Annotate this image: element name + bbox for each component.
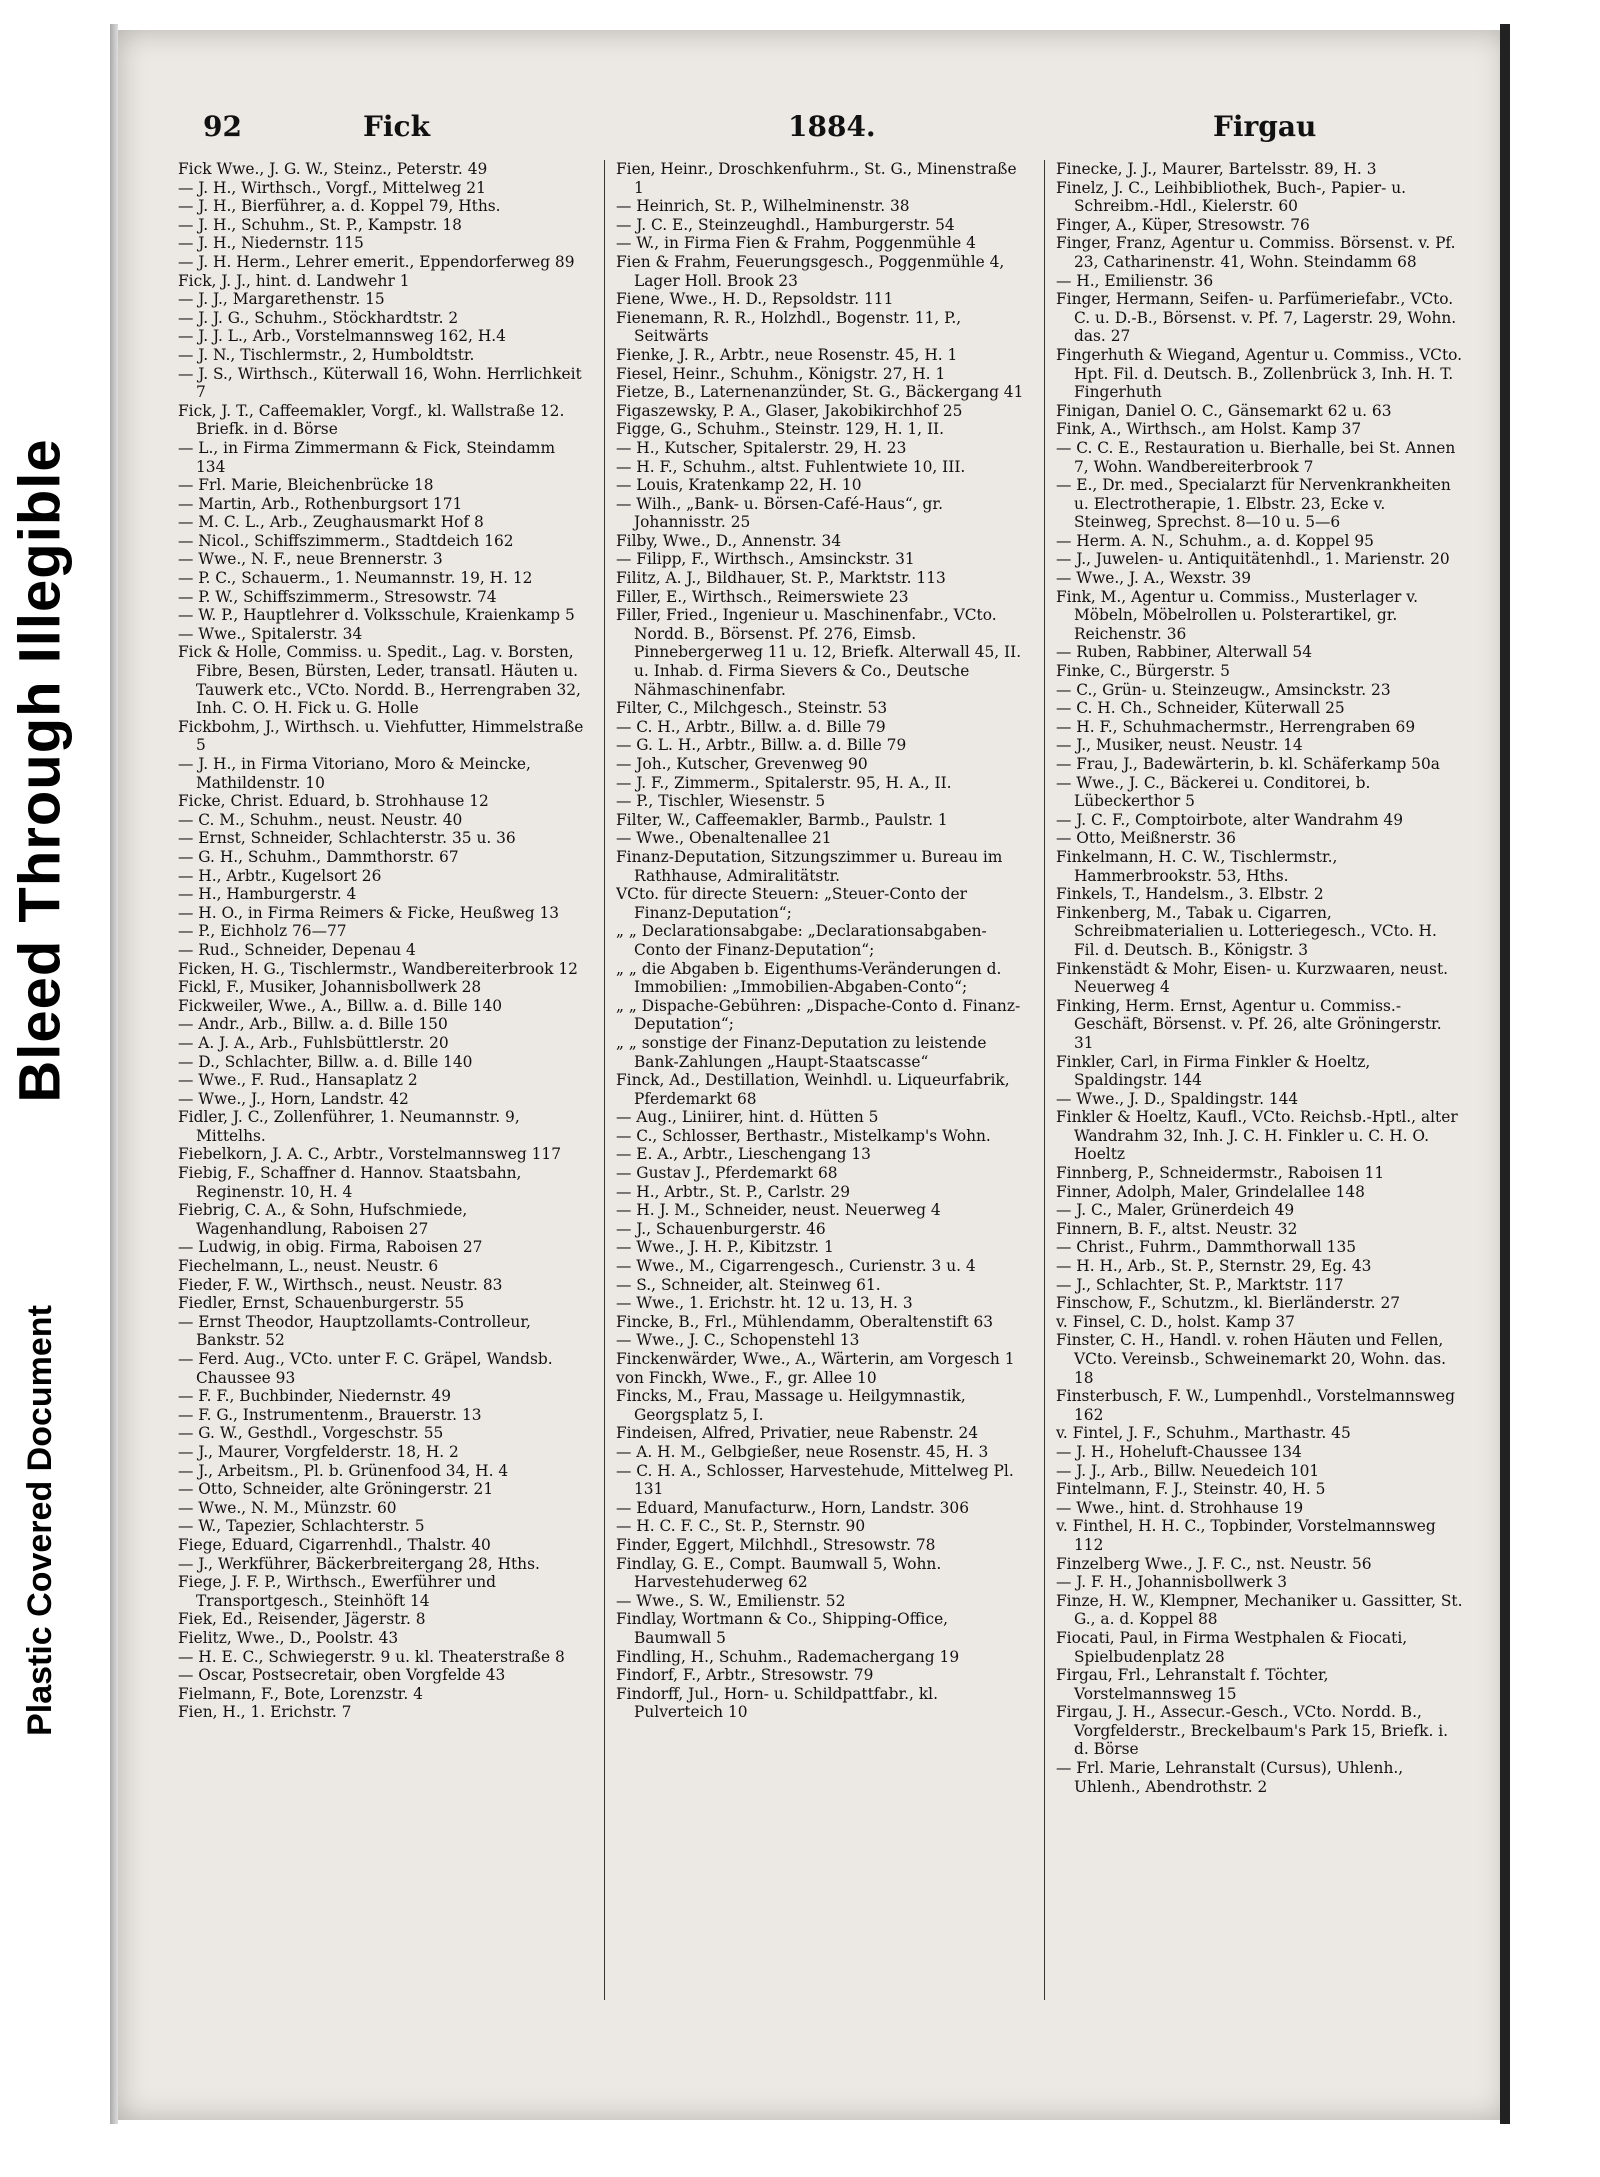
directory-entry: — Wwe., N. F., neue Brennerstr. 3 — [178, 550, 443, 569]
directory-entry: — J. C., Maler, Grünerdeich 49 — [1056, 1201, 1295, 1220]
directory-entry: Fiene, Wwe., H. D., Repsoldstr. 111 — [616, 290, 894, 309]
directory-entry: — C. H. A., Schlosser, Harvestehude, Mittelweg Pl. 131 — [616, 1461, 1014, 1499]
directory-entry: v. Finsel, C. D., holst. Kamp 37 — [1056, 1312, 1295, 1331]
directory-entry: Finkler, Carl, in Firma Finkler & Hoeltz, Spaldingstr. 144 — [1056, 1052, 1371, 1090]
directory-entry: — W. P., Hauptlehrer d. Volksschule, Kraienkamp 5 — [178, 606, 575, 625]
directory-entry: — J. H. Herm., Lehrer emerit., Eppendorferweg 89 — [178, 252, 575, 271]
directory-entry: — J., Schauenburgerstr. 46 — [616, 1219, 826, 1238]
directory-entry: — Wwe., S. W., Emilienstr. 52 — [616, 1591, 846, 1610]
directory-entry: — J. H., in Firma Vitoriano, Moro & Meincke, Mathildenstr. 10 — [178, 755, 531, 792]
directory-entry: Finckenwärder, Wwe., A., Wärterin, am Vorgesch 1 — [616, 1350, 1015, 1368]
directory-entry: — Gustav J., Pferdemarkt 68 — [616, 1164, 838, 1183]
directory-entry: Findorff, Jul., Horn- u. Schildpattfabr., kl. Pulverteich 10 — [616, 1684, 938, 1722]
directory-entry: Filter, C., Milchgesch., Steinstr. 53 — [616, 699, 888, 718]
directory-entry: — C. H. Ch., Schneider, Küterwall 25 — [1056, 699, 1345, 718]
directory-entry: Finking, Herm. Ernst, Agentur u. Commiss.-Geschäft, Börsenst. v. Pf. 26, alte Gröningerstr. 31 — [1056, 996, 1442, 1052]
directory-entry: — Filipp, F., Wirthsch., Amsinckstr. 31 — [616, 550, 915, 569]
directory-entry: — Rud., Schneider, Depenau 4 — [178, 940, 416, 959]
directory-entry: — Joh., Kutscher, Grevenweg 90 — [616, 755, 868, 773]
directory-entry: — P., Tischler, Wiesenstr. 5 — [616, 792, 826, 811]
directory-entry: — S., Schneider, alt. Steinweg 61. — [616, 1275, 881, 1294]
directory-entry: — Martin, Arb., Rothenburgsort 171 — [178, 494, 463, 513]
directory-entry: — Wwe., J. D., Spaldingstr. 144 — [1056, 1089, 1299, 1108]
directory-entry: Fick Wwe., J. G. W., Steinz., Peterstr. 49 — [178, 160, 488, 178]
directory-entry: — Otto, Schneider, alte Gröningerstr. 21 — [178, 1480, 494, 1499]
directory-entry: — Wwe., N. M., Münzstr. 60 — [178, 1498, 397, 1517]
directory-entry: Fickbohm, J., Wirthsch. u. Viehfutter, Himmelstraße 5 — [178, 717, 584, 755]
directory-entry: — H. F., Schuhm., altst. Fuhlentwiete 10, III. — [616, 457, 966, 476]
directory-entry: — C., Schlosser, Berthastr., Mistelkamp's Wohn. — [616, 1126, 991, 1145]
column-3 — [1056, 160, 1466, 1796]
directory-entry: Finkelmann, H. C. W., Tischlermstr., Hammerbrookstr. 53, Hths. — [1056, 847, 1338, 885]
directory-entry: Fincks, M., Frau, Massage u. Heilgymnastik, Georgsplatz 5, I. — [616, 1387, 966, 1424]
directory-entry: — L., in Firma Zimmermann & Fick, Steindamm 134 — [178, 438, 556, 476]
directory-entry: Filter, W., Caffeemakler, Barmb., Paulstr. 1 — [616, 810, 948, 829]
year: 1884. — [788, 110, 876, 143]
plastic-covered-label-text: Plastic Covered Document — [20, 1304, 59, 1736]
plastic-covered-label — [0, 1210, 80, 1830]
directory-entry: — Otto, Meißnerstr. 36 — [1056, 829, 1236, 848]
directory-entry: v. Fintel, J. F., Schuhm., Marthastr. 45 — [1056, 1424, 1351, 1443]
directory-entry: — Ferd. Aug., VCto. unter F. C. Gräpel, Wandsb. Chaussee 93 — [178, 1350, 553, 1387]
directory-entry: Fickweiler, Wwe., A., Billw. a. d. Bille 140 — [178, 996, 503, 1015]
directory-entry: — Ernst Theodor, Hauptzollamts-Controlleur, Bankstr. 52 — [178, 1312, 531, 1350]
directory-entry: — J. F., Zimmerm., Spitalerstr. 95, H. A., II. — [616, 773, 952, 792]
directory-entry: Fiebig, F., Schaffner d. Hannov. Staatsbahn, Reginenstr. 10, H. 4 — [178, 1164, 522, 1201]
directory-entry: — M. C. L., Arb., Zeughausmarkt Hof 8 — [178, 513, 484, 532]
directory-entry: Finder, Eggert, Milchhdl., Stresowstr. 78 — [616, 1535, 936, 1554]
directory-entry: — Wwe., J. A., Wexstr. 39 — [1056, 569, 1252, 588]
directory-entry: Finger, Hermann, Seifen- u. Parfümeriefabr., VCto. C. u. D.-B., Börsenst. v. Pf. 7, Lagerstr. 29, Wohn. das. 27 — [1056, 290, 1457, 346]
directory-entry: — Louis, Kratenkamp 22, H. 10 — [616, 476, 862, 495]
directory-entry: Finanz-Deputation, Sitzungszimmer u. Bureau im Rathhause, Admiralitätstr. — [616, 847, 1003, 885]
directory-entry: Filby, Wwe., D., Annenstr. 34 — [616, 531, 842, 550]
directory-entry: — Frl. Marie, Lehranstalt (Cursus), Uhlenh., Uhlenh., Abendrothstr. 2 — [1056, 1759, 1404, 1796]
directory-entry: Ficken, H. G., Tischlermstr., Wandbereiterbrook 12 — [178, 959, 578, 978]
directory-entry: — P. W., Schiffszimmerm., Stresowstr. 74 — [178, 587, 497, 606]
directory-entry: Fien, Heinr., Droschkenfuhrm., St. G., Minenstraße 1 — [616, 160, 1017, 197]
directory-entry: — Heinrich, St. P., Wilhelminenstr. 38 — [616, 197, 910, 216]
directory-entry: — C. M., Schuhm., neust. Neustr. 40 — [178, 810, 463, 829]
directory-entry: Finger, A., Küper, Stresowstr. 76 — [1056, 215, 1310, 234]
directory-page — [118, 30, 1508, 2120]
directory-entry: Findling, H., Schuhm., Rademachergang 19 — [616, 1647, 960, 1666]
directory-entry: Fien, H., 1. Erichstr. 7 — [178, 1703, 352, 1722]
directory-entry: — J. H., Bierführer, a. d. Koppel 79, Hths. — [178, 197, 501, 216]
directory-entry: Finigan, Daniel O. C., Gänsemarkt 62 u. 63 — [1056, 401, 1392, 420]
directory-entry: — J., Werkführer, Bäckerbreitergang 28, Hths. — [178, 1554, 540, 1573]
directory-entry: Fintelmann, F. J., Steinstr. 40, H. 5 — [1056, 1480, 1326, 1499]
directory-entry: VCto. für directe Steuern: „Steuer-Conto der Finanz-Deputation“; — [616, 885, 967, 922]
directory-entry: — J., Arbeitsm., Pl. b. Grünenfood 34, H. 4 — [178, 1461, 509, 1480]
bleed-through-label-text: Bleed Through Illegible — [7, 437, 73, 1103]
directory-entry: — Wwe., hint. d. Strohhause 19 — [1056, 1498, 1304, 1517]
directory-entry: — Wwe., J. C., Bäckerei u. Conditorei, b. Lübeckerthor 5 — [1056, 773, 1371, 811]
directory-entry: — Oscar, Postsecretair, oben Vorgfelde 43 — [178, 1666, 506, 1685]
directory-entry: Fink, A., Wirthsch., am Holst. Kamp 37 — [1056, 420, 1362, 439]
directory-entry: Fieder, F. W., Wirthsch., neust. Neustr. 83 — [178, 1275, 503, 1294]
directory-entry: — G. W., Gesthdl., Vorgeschstr. 55 — [178, 1424, 444, 1443]
directory-entry: — Wwe., J. C., Schopenstehl 13 — [616, 1331, 860, 1350]
directory-entry: — J. H., Wirthsch., Vorgf., Mittelweg 21 — [178, 178, 486, 197]
directory-entry: — Wwe., J., Horn, Landstr. 42 — [178, 1089, 409, 1108]
directory-entry: Fick, J. J., hint. d. Landwehr 1 — [178, 271, 410, 290]
bleed-through-label — [0, 360, 80, 1180]
directory-entry: — W., Tapezier, Schlachterstr. 5 — [178, 1517, 425, 1536]
directory-entry: Finkenstädt & Mohr, Eisen- u. Kurzwaaren, neust. Neuerweg 4 — [1056, 959, 1449, 997]
directory-entry: — H., Kutscher, Spitalerstr. 29, H. 23 — [616, 438, 907, 457]
directory-entry: „ „ Declarationsabgabe: „Declarationsabgaben-Conto der Finanz-Deputation“; — [616, 922, 987, 959]
page-left-edge — [110, 24, 118, 2124]
directory-entry: — H., Emilienstr. 36 — [1056, 271, 1214, 290]
directory-entry: Filler, E., Wirthsch., Reimerswiete 23 — [616, 587, 909, 606]
directory-entry: — J., Musiker, neust. Neustr. 14 — [1056, 736, 1303, 755]
directory-entry: Findeisen, Alfred, Privatier, neue Rabenstr. 24 — [616, 1424, 979, 1443]
directory-entry: — P., Eichholz 76—77 — [178, 922, 347, 941]
directory-entry: — J. N., Tischlermstr., 2, Humboldtstr. — [178, 345, 475, 364]
directory-entry: Fickl, F., Musiker, Johannisbollwerk 28 — [178, 978, 482, 997]
directory-entry: — C. C. E., Restauration u. Bierhalle, bei St. Annen 7, Wohn. Wandbereiterbrook 7 — [1056, 438, 1456, 476]
directory-entry: Fiege, J. F. P., Wirthsch., Ewerführer und Transportgesch., Steinhöft 14 — [178, 1573, 497, 1610]
directory-entry: Finecke, J. J., Maurer, Bartelsstr. 89, H. 3 — [1056, 160, 1377, 178]
directory-entry: Fiebelkorn, J. A. C., Arbtr., Vorstelmannsweg 117 — [178, 1145, 561, 1164]
directory-entry: Finner, Adolph, Maler, Grindelallee 148 — [1056, 1182, 1365, 1201]
directory-entry: Finelz, J. C., Leihbibliothek, Buch-, Papier- u. Schreibm.-Hdl., Kielerstr. 60 — [1056, 178, 1407, 216]
directory-entry: — H. F., Schuhmachermstr., Herrengraben 69 — [1056, 717, 1416, 736]
directory-entry: — J. J., Arb., Billw. Neuedeich 101 — [1056, 1461, 1320, 1480]
directory-entry: — H. E. C., Schwiegerstr. 9 u. kl. Theaterstraße 8 — [178, 1647, 565, 1666]
directory-entry: Figaszewsky, P. A., Glaser, Jakobikirchhof 25 — [616, 401, 963, 420]
directory-entry: — H., Hamburgerstr. 4 — [178, 885, 357, 904]
directory-entry: — Herm. A. N., Schuhm., a. d. Koppel 95 — [1056, 531, 1374, 550]
directory-entry: Fincke, B., Frl., Mühlendamm, Oberaltenstift 63 — [616, 1312, 994, 1331]
directory-entry: „ „ sonstige der Finanz-Deputation zu leistende Bank-Zahlungen „Haupt-Staatscasse“ — [616, 1033, 987, 1071]
directory-entry: Finkels, T., Handelsm., 3. Elbstr. 2 — [1056, 885, 1324, 904]
directory-entry: Findorf, F., Arbtr., Stresowstr. 79 — [616, 1666, 874, 1685]
column-rule — [604, 160, 605, 2000]
directory-entry: Firgau, Frl., Lehranstalt f. Töchter, Vorstelmannsweg 15 — [1056, 1666, 1329, 1703]
directory-entry: — G. L. H., Arbtr., Billw. a. d. Bille 79 — [616, 736, 907, 755]
directory-entry: Findlay, G. E., Compt. Baumwall 5, Wohn. Harvestehuderweg 62 — [616, 1554, 942, 1592]
directory-entry: — D., Schlachter, Billw. a. d. Bille 140 — [178, 1052, 473, 1071]
directory-entry: Fienemann, R. R., Holzhdl., Bogenstr. 11, P., Seitwärts — [616, 308, 962, 346]
column-rule — [1044, 160, 1045, 2000]
directory-entry: Finze, H. W., Klempner, Mechaniker u. Gassitter, St. G., a. d. Koppel 88 — [1056, 1591, 1463, 1629]
directory-entry: — J., Maurer, Vorgfelderstr. 18, H. 2 — [178, 1442, 459, 1461]
page-number: 92 — [203, 110, 242, 143]
page-right-edge — [1500, 24, 1510, 2124]
directory-entry: — H. J. M., Schneider, neust. Neuerweg 4 — [616, 1201, 941, 1220]
directory-entry: — Wwe., J. H. P., Kibitzstr. 1 — [616, 1238, 834, 1257]
directory-entry: — H., Arbtr., St. P., Carlstr. 29 — [616, 1182, 851, 1201]
directory-entry: Fielitz, Wwe., D., Poolstr. 43 — [178, 1628, 399, 1647]
directory-entry: — Ludwig, in obig. Firma, Raboisen 27 — [178, 1238, 483, 1257]
directory-entry: — H. H., Arb., St. P., Sternstr. 29, Eg. 43 — [1056, 1257, 1372, 1276]
directory-entry: — Ruben, Rabbiner, Alterwall 54 — [1056, 643, 1313, 662]
directory-entry: — Wwe., 1. Erichstr. ht. 12 u. 13, H. 3 — [616, 1294, 913, 1313]
directory-entry: Findlay, Wortmann & Co., Shipping-Office, Baumwall 5 — [616, 1610, 949, 1647]
directory-entry: Finck, Ad., Destillation, Weinhdl. u. Liqueurfabrik, Pferdemarkt 68 — [616, 1071, 1010, 1108]
directory-entry: Fiechelmann, L., neust. Neustr. 6 — [178, 1257, 439, 1276]
directory-entry: — Frau, J., Badewärterin, b. kl. Schäferkamp 50a — [1056, 755, 1440, 773]
directory-entry: von Finckh, Wwe., F., gr. Allee 10 — [616, 1368, 877, 1387]
directory-entry: Fiek, Ed., Reisender, Jägerstr. 8 — [178, 1610, 426, 1629]
directory-entry: — J., Schlachter, St. P., Marktstr. 117 — [1056, 1275, 1344, 1294]
directory-entry: Fingerhuth & Wiegand, Agentur u. Commiss., VCto. Hpt. Fil. d. Deutsch. B., Zollenbrück 3, Inh. H. T. Fingerhuth — [1056, 345, 1463, 402]
directory-entry: Fick & Holle, Commiss. u. Spedit., Lag. v. Borsten, Fibre, Besen, Bürsten, Leder, transatl. Häuten u. Tauwerk etc., VCto. Nordd. B., Herrengraben 32, Inh. C. O. H. Fick u. G. Holle — [178, 643, 581, 718]
directory-entry: — J. C. E., Steinzeughdl., Hamburgerstr. 54 — [616, 215, 955, 234]
directory-entry: Fielmann, F., Bote, Lorenzstr. 4 — [178, 1684, 423, 1703]
directory-entry: Finzelberg Wwe., J. F. C., nst. Neustr. 56 — [1056, 1554, 1372, 1573]
directory-entry: — F. G., Instrumentenm., Brauerstr. 13 — [178, 1405, 482, 1424]
directory-entry: — J. F. H., Johannisbollwerk 3 — [1056, 1573, 1287, 1592]
directory-entry: Finster, C. H., Handl. v. rohen Häuten und Fellen, VCto. Vereinsb., Schweinemarkt 20, Wohn. das. 18 — [1056, 1331, 1447, 1387]
page-header — [118, 110, 1508, 154]
directory-entry: Finger, Franz, Agentur u. Commiss. Börsenst. v. Pf. 23, Catharinenstr. 41, Wohn. Steindamm 68 — [1056, 234, 1456, 271]
directory-entry: Fietze, B., Laternenanzünder, St. G., Bäckergang 41 — [616, 383, 1024, 402]
column-1 — [178, 160, 588, 1722]
directory-entry: Fick, J. T., Caffeemakler, Vorgf., kl. Wallstraße 12. Briefk. in d. Börse — [178, 401, 565, 439]
directory-entry: Fink, M., Agentur u. Commiss., Musterlager v. Möbeln, Möbelrollen u. Polsterartikel, gr. Reichenstr. 36 — [1056, 587, 1419, 643]
directory-entry: — J., Juwelen- u. Antiquitätenhdl., 1. Marienstr. 20 — [1056, 550, 1450, 569]
directory-entry: Fiege, Eduard, Cigarrenhdl., Thalstr. 40 — [178, 1535, 491, 1554]
directory-entry: — P. C., Schauerm., 1. Neumannstr. 19, H. 12 — [178, 569, 533, 588]
column-2 — [616, 160, 1026, 1722]
directory-entry: — J. H., Niedernstr. 115 — [178, 234, 364, 253]
directory-entry: — Wwe., Obenaltenallee 21 — [616, 829, 832, 848]
left-keyword: Fick — [363, 110, 430, 143]
directory-entry: Fienke, J. R., Arbtr., neue Rosenstr. 45, H. 1 — [616, 345, 958, 364]
directory-entry: — Wilh., „Bank- u. Börsen-Café-Haus“, gr. Johannisstr. 25 — [616, 494, 943, 532]
directory-entry: — Wwe., M., Cigarrengesch., Curienstr. 3 u. 4 — [616, 1257, 976, 1276]
directory-entry: — Aug., Liniirer, hint. d. Hütten 5 — [616, 1108, 879, 1127]
directory-entry: — Christ., Fuhrm., Dammthorwall 135 — [1056, 1238, 1357, 1257]
directory-entry: — J. C. F., Comptoirbote, alter Wandrahm 49 — [1056, 810, 1403, 829]
directory-entry: Filitz, A. J., Bildhauer, St. P., Marktstr. 113 — [616, 569, 946, 588]
directory-entry: — H. C. F. C., St. P., Sternstr. 90 — [616, 1517, 866, 1536]
directory-entry: — J. H., Hoheluft-Chaussee 134 — [1056, 1442, 1302, 1461]
directory-entry: — J. J. G., Schuhm., Stöckhardtstr. 2 — [178, 308, 459, 327]
directory-entry: — Wwe., F. Rud., Hansaplatz 2 — [178, 1071, 418, 1090]
directory-entry: — H. O., in Firma Reimers & Ficke, Heußweg 13 — [178, 903, 560, 922]
directory-entry: Fiebrig, C. A., & Sohn, Hufschmiede, Wagenhandlung, Raboisen 27 — [178, 1201, 468, 1238]
directory-entry: Finkenberg, M., Tabak u. Cigarren, Schreibmaterialien u. Lotteriegesch., VCto. H. Fil. d. Deutsch. B., Königstr. 3 — [1056, 903, 1437, 959]
directory-entry: — H., Arbtr., Kugelsort 26 — [178, 866, 382, 885]
directory-entry: Finsterbusch, F. W., Lumpenhdl., Vorstelmannsweg 162 — [1056, 1387, 1455, 1424]
directory-entry: Figge, G., Schuhm., Steinstr. 129, H. 1, II. — [616, 420, 944, 439]
directory-entry: — C., Grün- u. Steinzeugw., Amsinckstr. 23 — [1056, 680, 1391, 699]
directory-entry: Finke, C., Bürgerstr. 5 — [1056, 662, 1230, 681]
directory-entry: — F. F., Buchbinder, Niedernstr. 49 — [178, 1387, 451, 1406]
directory-entry: Fidler, J. C., Zollenführer, 1. Neumannstr. 9, Mittelhs. — [178, 1108, 520, 1145]
directory-entry: Firgau, J. H., Assecur.-Gesch., VCto. Nordd. B., Vorgfelderstr., Breckelbaum's Park 15, Briefk. i. d. Börse — [1056, 1703, 1449, 1759]
directory-entry: „ „ Dispache-Gebühren: „Dispache-Conto d. Finanz-Deputation“; — [616, 996, 1021, 1034]
directory-entry: — Nicol., Schiffszimmerm., Stadtdeich 162 — [178, 531, 514, 550]
directory-entry: — G. H., Schuhm., Dammthorstr. 67 — [178, 847, 459, 866]
directory-entry: — W., in Firma Fien & Frahm, Poggenmühle 4 — [616, 234, 976, 253]
directory-entry: — Andr., Arb., Billw. a. d. Bille 150 — [178, 1015, 448, 1034]
directory-entry: — A. H. M., Gelbgießer, neue Rosenstr. 45, H. 3 — [616, 1442, 989, 1461]
directory-entry: — E. A., Arbtr., Lieschengang 13 — [616, 1145, 871, 1164]
directory-entry: — C. H., Arbtr., Billw. a. d. Bille 79 — [616, 717, 886, 736]
directory-entry: v. Finthel, H. H. C., Topbinder, Vorstelmannsweg 112 — [1056, 1517, 1436, 1554]
directory-entry: — J. J., Margarethenstr. 15 — [178, 290, 385, 309]
directory-entry: — J. S., Wirthsch., Küterwall 16, Wohn. Herrlichkeit 7 — [178, 364, 582, 402]
right-keyword: Firgau — [1213, 110, 1317, 143]
directory-entry: „ „ die Abgaben b. Eigenthums-Veränderungen d. Immobilien: „Immobilien-Abgaben-Conto“; — [616, 959, 1002, 997]
directory-entry: Fiesel, Heinr., Schuhm., Königstr. 27, H. 1 — [616, 364, 946, 383]
directory-entry: Filler, Fried., Ingenieur u. Maschinenfabr., VCto. Nordd. B., Börsenst. Pf. 276, Eimsb. Pinnebergerweg 11 u. 12, Briefk. Alterwall 45, II. u. Inhab. d. Firma Sievers & Co., Deutsche Nähmaschinenfabr. — [616, 606, 1022, 699]
directory-entry: Finschow, F., Schutzm., kl. Bierländerstr. 27 — [1056, 1294, 1401, 1313]
directory-entry: Finkler & Hoeltz, Kaufl., VCto. Reichsb.-Hptl., alter Wandrahm 32, Inh. J. C. H. Finkler u. C. H. O. Hoeltz — [1056, 1108, 1458, 1164]
directory-entry: — Wwe., Spitalerstr. 34 — [178, 624, 363, 643]
directory-entry: — E., Dr. med., Specialarzt für Nervenkrankheiten u. Electrotherapie, 1. Elbstr. 23, Ecke v. Steinweg, Sprechst. 8—10 u. 5—6 — [1056, 476, 1451, 532]
directory-entry: — Eduard, Manufacturw., Horn, Landstr. 306 — [616, 1498, 969, 1517]
directory-entry: Fien & Frahm, Feuerungsgesch., Poggenmühle 4, Lager Holl. Brook 23 — [616, 252, 1005, 290]
directory-entry: Fiedler, Ernst, Schauenburgerstr. 55 — [178, 1294, 465, 1313]
directory-entry: — J. H., Schuhm., St. P., Kampstr. 18 — [178, 215, 462, 234]
directory-entry: — Frl. Marie, Bleichenbrücke 18 — [178, 476, 434, 495]
directory-entry: — A. J. A., Arb., Fuhlsbüttlerstr. 20 — [178, 1033, 449, 1052]
directory-entry: Finnern, B. F., altst. Neustr. 32 — [1056, 1219, 1298, 1238]
directory-entry: Fiocati, Paul, in Firma Westphalen & Fiocati, Spielbudenplatz 28 — [1056, 1628, 1408, 1666]
directory-entry: Ficke, Christ. Eduard, b. Strohhause 12 — [178, 792, 489, 811]
directory-entry: — J. J. L., Arb., Vorstelmannsweg 162, H.4 — [178, 327, 506, 346]
directory-entry: — Ernst, Schneider, Schlachterstr. 35 u. 36 — [178, 829, 516, 848]
directory-entry: Finnberg, P., Schneidermstr., Raboisen 11 — [1056, 1164, 1385, 1183]
